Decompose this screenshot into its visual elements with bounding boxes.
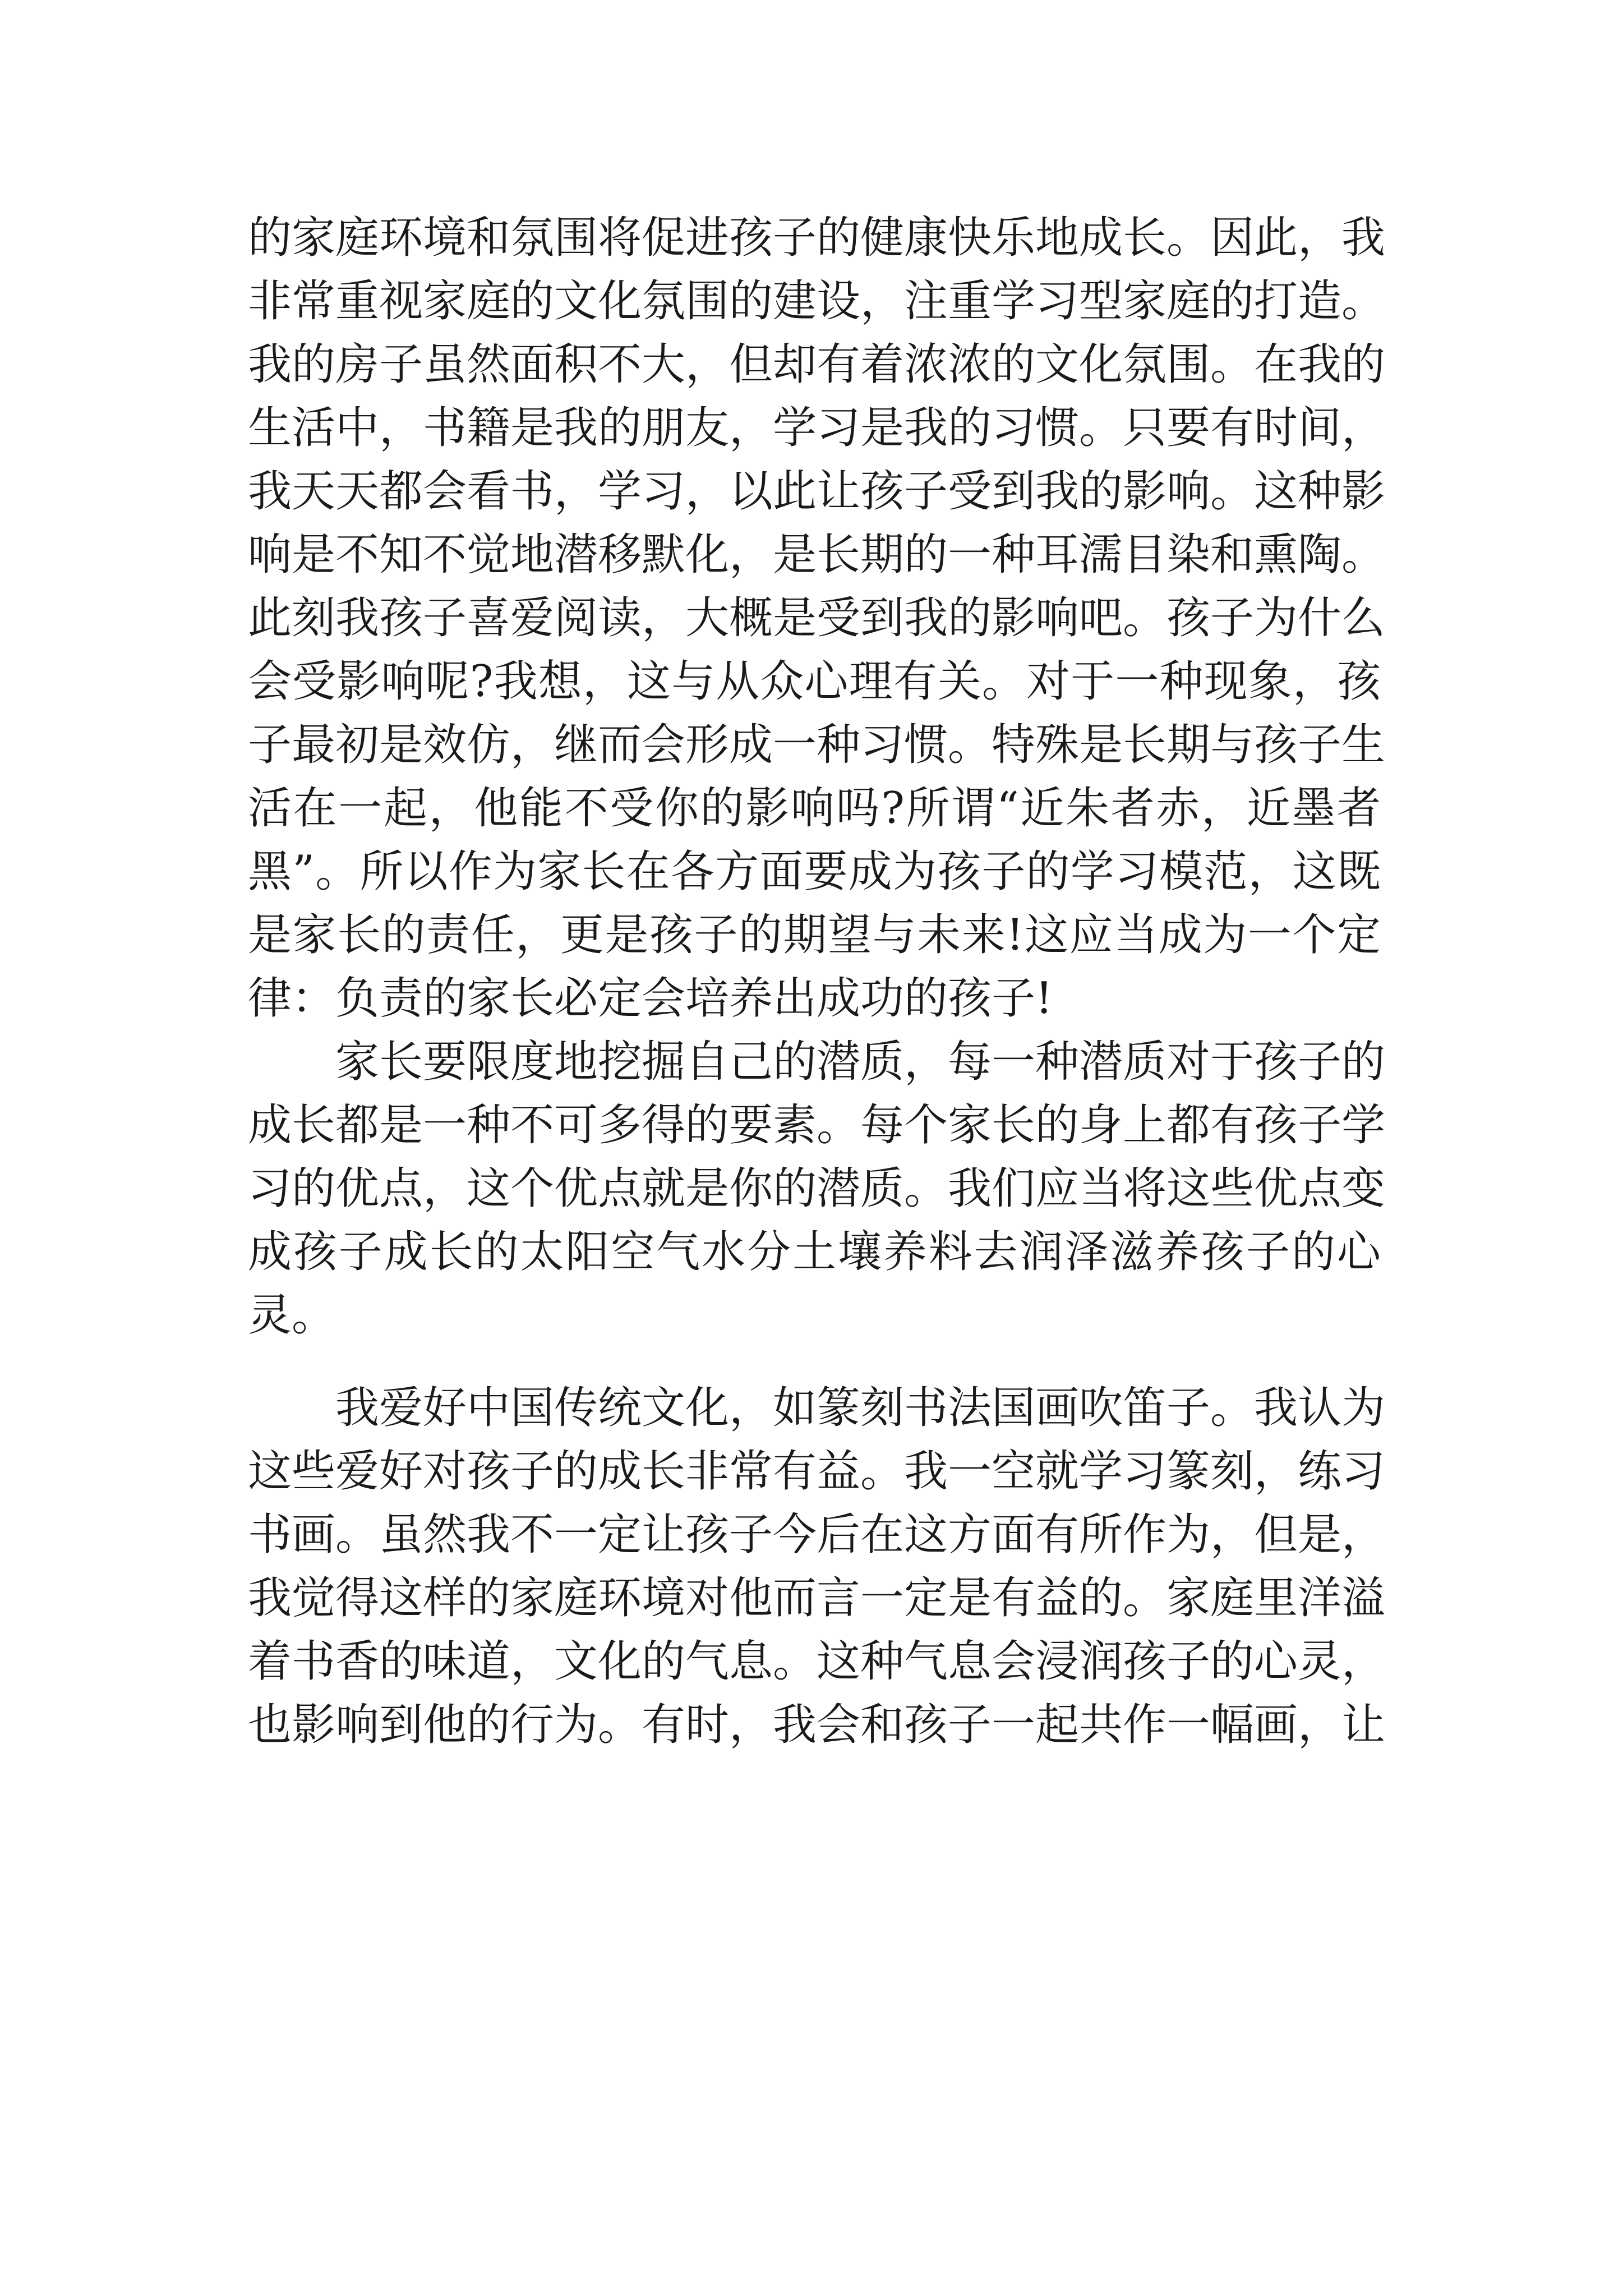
text-line: 灵。 [248, 1290, 336, 1341]
text-line: 书画。虽然我不一定让孩子今后在这方面有所作为，但是， [248, 1510, 1386, 1560]
text-line: 是家长的责任，更是孩子的期望与未来!这应当成为一个定 [248, 910, 1381, 960]
text-line: 我觉得这样的家庭环境对他而言一定是有益的。家庭里洋溢 [248, 1573, 1386, 1623]
text-line: 生活中，书籍是我的朋友，学习是我的习惯。只要有时间， [248, 403, 1386, 453]
text-line: 我天天都会看书，学习，以此让孩子受到我的影响。这种影 [248, 466, 1386, 517]
text-line: 此刻我孩子喜爱阅读，大概是受到我的影响吧。孩子为什么 [248, 593, 1386, 643]
paragraph [248, 206, 1386, 1030]
text-line: 非常重视家庭的文化氛围的建设，注重学习型家庭的打造。 [248, 276, 1386, 326]
text-line: 成孩子成长的太阳空气水分土壤养料去润泽滋养孩子的心 [248, 1227, 1381, 1277]
text-line: 响是不知不觉地潜移默化，是长期的一种耳濡目染和熏陶。 [248, 530, 1386, 580]
text-line: 会受影响呢?我想，这与从众心理有关。对于一种现象，孩 [248, 656, 1381, 707]
text-line: 子最初是效仿，继而会形成一种习惯。特殊是长期与孩子生 [248, 720, 1386, 770]
text-line: 家长要限度地挖掘自己的潜质，每一种潜质对于孩子的 [335, 1037, 1386, 1087]
paragraph [248, 1030, 1386, 1347]
body-text [248, 206, 1386, 1757]
text-line: 成长都是一种不可多得的要素。每个家长的身上都有孩子学 [248, 1100, 1386, 1151]
text-line: 活在一起，他能不受你的影响吗?所谓“近朱者赤，近墨者 [248, 783, 1381, 834]
text-line: 我的房子虽然面积不大，但却有着浓浓的文化氛围。在我的 [248, 339, 1386, 390]
text-line: 我爱好中国传统文化，如篆刻书法国画吹笛子。我认为 [335, 1383, 1386, 1433]
paragraph-spacer [248, 1347, 1381, 1377]
text-line: 黑”。所以作为家长在各方面要成为孩子的学习模范，这既 [248, 846, 1381, 897]
text-line: 这些爱好对孩子的成长非常有益。我一空就学习篆刻，练习 [248, 1446, 1386, 1497]
paragraph [248, 1377, 1386, 1757]
text-line: 律：负责的家长必定会培养出成功的孩子! [248, 973, 1053, 1024]
text-line: 着书香的味道，文化的气息。这种气息会浸润孩子的心灵， [248, 1636, 1386, 1687]
text-line: 也影响到他的行为。有时，我会和孩子一起共作一幅画，让 [248, 1700, 1386, 1750]
text-line: 的家庭环境和氛围将促进孩子的健康快乐地成长。因此，我 [248, 213, 1386, 263]
text-line: 习的优点，这个优点就是你的潜质。我们应当将这些优点变 [248, 1163, 1386, 1214]
